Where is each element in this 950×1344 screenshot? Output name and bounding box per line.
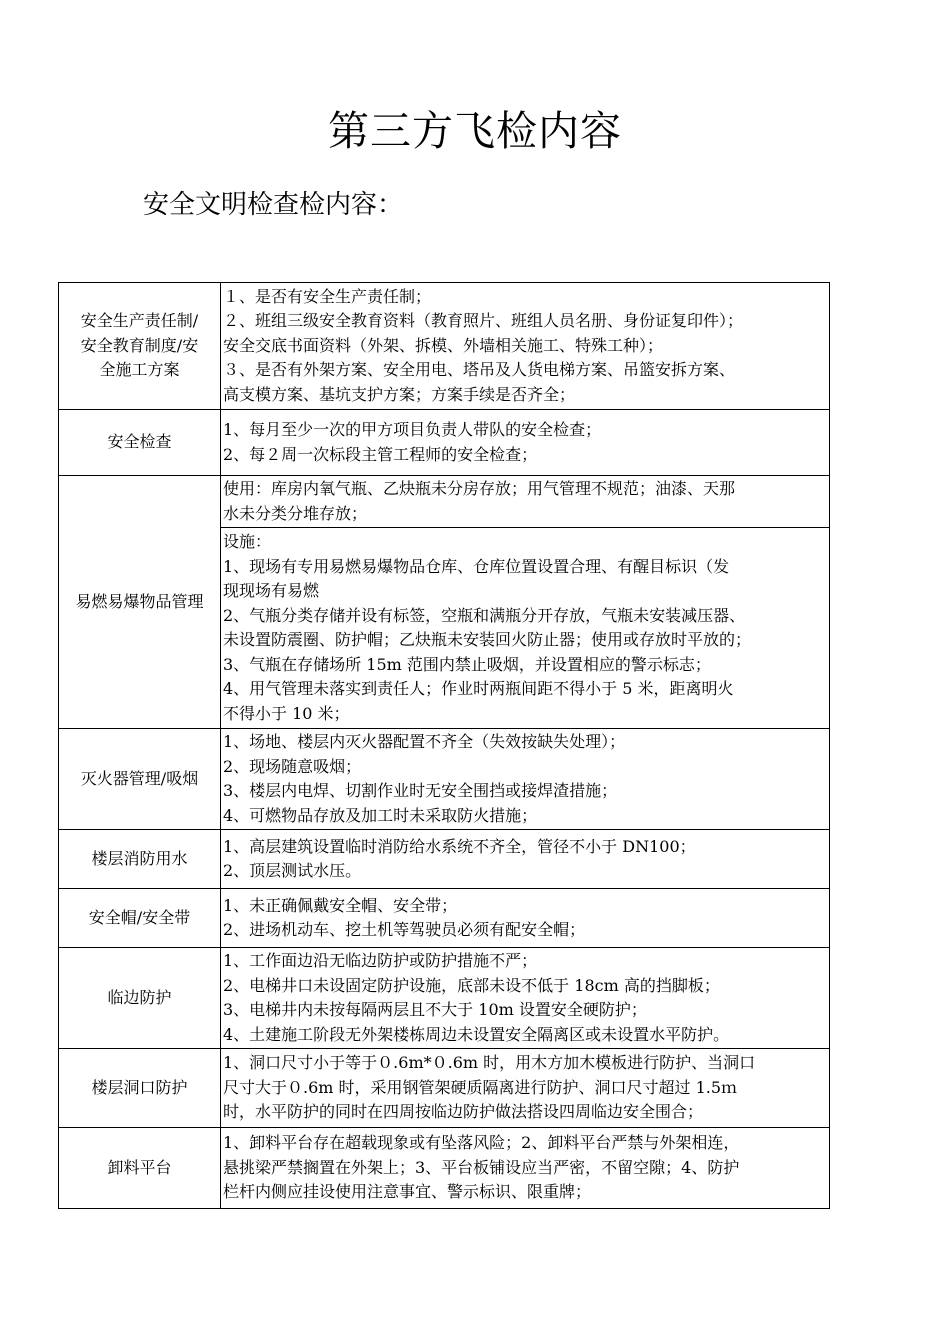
detail-line: 1、工作面边沿无临边防护或防护措施不严； [223, 951, 538, 970]
details-cell [221, 830, 830, 889]
details-cell [221, 889, 830, 948]
detail-line: 不得小于 10 米； [223, 703, 350, 723]
detail-line: 1、现场有专用易燃易爆物品仓库、仓库位置设置合理、有醒目标识（发 [223, 556, 730, 576]
detail-line: 栏杆内侧应挂设使用注意事宜、警示标识、限重牌； [223, 1182, 592, 1202]
category-cell: 灭火器管理/吸烟 [59, 729, 221, 830]
table-row [59, 830, 830, 889]
detail-line: 3、楼层内电焊、切割作业时无安全围挡或接焊渣措施； [223, 781, 618, 800]
detail-line: 使用：库房内氧气瓶、乙炔瓶未分房存放；用气管理不规范；油漆、天那 [223, 479, 736, 498]
table-row [59, 948, 830, 1049]
detail-line: 安全交底书面资料（外架、拆模、外墙相关施工、特殊工种）； [223, 335, 664, 355]
details-cell [221, 1049, 830, 1128]
category-label-line: 安全生产责任制/ [80, 311, 199, 331]
details-cell [221, 410, 830, 476]
details-cell [221, 283, 830, 410]
detail-line: 2、现场随意吸烟； [223, 756, 362, 776]
table-row [59, 410, 830, 476]
table-row [59, 476, 830, 528]
table-row [59, 729, 830, 830]
detail-line: ２、班组三级安全教育资料（教育照片、班组人员名册、身份证复印件）； [223, 311, 744, 331]
category-cell: 楼层洞口防护 [59, 1049, 221, 1128]
detail-line: 悬挑梁严禁搁置在外架上；3、平台板铺设应当严密，不留空隙；4、防护 [223, 1157, 740, 1177]
detail-line: 3、气瓶在存储场所 15m 范围内禁止吸烟，并设置相应的警示标志； [223, 654, 711, 674]
category-cell: 安全检查 [59, 410, 221, 476]
detail-line: 设施： [223, 532, 272, 551]
details-cell [221, 729, 830, 830]
detail-line: 水未分类分堆存放； [223, 503, 368, 523]
detail-line: 1、未正确佩戴安全帽、安全带； [223, 895, 458, 915]
table-row [59, 283, 830, 410]
detail-line: 1、卸料平台存在超载现象或有坠落风险；2、卸料平台严禁与外架相连， [223, 1133, 740, 1153]
detail-line: 尺寸大于０.6m 时，采用钢管架硬质隔离进行防护、洞口尺寸超过 1.5ｍ [223, 1077, 738, 1097]
category-cell: 易燃易爆物品管理 [59, 476, 221, 729]
details-cell [221, 1128, 830, 1209]
detail-line: １、是否有安全生产责任制； [223, 286, 432, 306]
category-cell: 卸料平台 [59, 1128, 221, 1209]
detail-line: 高支模方案、基坑支护方案；方案手续是否齐全； [223, 384, 576, 404]
details-cell [221, 528, 830, 729]
table-row [59, 889, 830, 948]
detail-line: 2、进场机动车、挖土机等驾驶员必须有配安全帽； [223, 920, 586, 939]
detail-line: ３、是否有外架方案、安全用电、塔吊及人货电梯方案、吊篮安拆方案、 [223, 360, 736, 380]
detail-line: 1、场地、楼层内灭火器配置不齐全（失效按缺失处理）； [223, 732, 626, 751]
category-label-line: 全施工方案 [99, 360, 180, 380]
detail-line: 2、电梯井口未设固定防护设施，底部未设不低于 18cm 高的挡脚板； [223, 975, 720, 995]
category-cell: 安全帽/安全带 [59, 889, 221, 948]
detail-line: 1、洞口尺寸小于等于０.6m*０.6m 时，用木方加木模板进行防护、当洞口 [223, 1053, 756, 1073]
detail-line: 4、用气管理未落实到责任人；作业时两瓶间距不得小于 5 米，距离明火 [223, 679, 734, 698]
page-title: 第三方飞检内容 [328, 107, 622, 155]
section-subtitle: 安全文明检查检内容： [143, 190, 404, 220]
detail-line: 4、土建施工阶段无外架楼栋周边未设置安全隔离区或未设置水平防护。 [223, 1024, 730, 1044]
detail-line: 未设置防震圈、防护帽；乙炔瓶未安装回火防止器；使用或存放时平放的； [223, 630, 752, 649]
detail-line: 2、顶层测试水压。 [223, 861, 362, 880]
category-cell: 临边防护 [59, 948, 221, 1049]
details-cell [221, 948, 830, 1049]
category-cell: 楼层消防用水 [59, 830, 221, 889]
detail-line: 2、每２周一次标段主管工程师的安全检查； [223, 444, 538, 464]
details-cell [221, 476, 830, 528]
detail-line: 3、电梯井内未按每隔两层且不大于 10m 设置安全硬防护； [223, 1000, 647, 1019]
detail-line: 1、高层建筑设置临时消防给水系统不齐全，管径不小于 DN100； [223, 836, 696, 856]
detail-line: 时，水平防护的同时在四周按临边防护做法搭设四周临边安全围合； [223, 1102, 704, 1122]
detail-line: 2、气瓶分类存储并设有标签，空瓶和满瓶分开存放，气瓶未安装减压器、 [223, 605, 746, 625]
detail-line: 4、可燃物品存放及加工时未采取防火措施； [223, 805, 538, 825]
table-row [59, 1128, 830, 1209]
table-row [59, 1049, 830, 1128]
detail-line: 现现场有易燃 [223, 581, 320, 600]
category-label-line: 安全教育制度/安 [80, 335, 199, 355]
detail-line: 1、每月至少一次的甲方项目负责人带队的安全检查； [223, 420, 602, 439]
inspection-table [58, 282, 830, 1209]
category-cell [59, 283, 221, 410]
